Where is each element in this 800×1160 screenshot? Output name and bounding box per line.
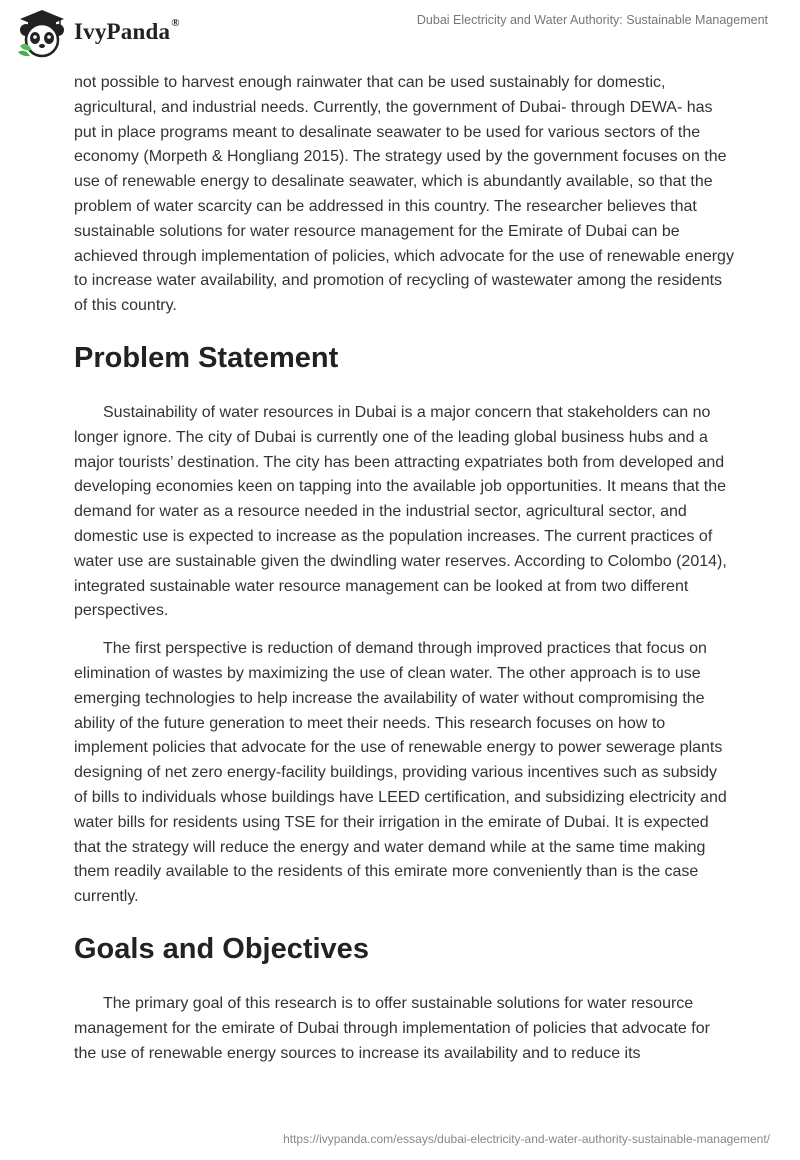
heading-problem-statement: Problem Statement	[74, 341, 339, 374]
paragraph-problem-1: Sustainability of water resources in Dubai is a major concern that stakeholders can no longer ignore. The city of Dubai is currently one of the leading global business hubs and a major tourists’ destination. The city has been attracting expatriates both from developed and developing economies keen on tapping into the available job opportunities. It means that the demand for water as a resource needed in the industrial sector, agricultural sector, and domestic use is expected to increase as the population increases. The current practices of water use are sustainable given the dwindling water reserves. According to Colombo (2014), integrated sustainable water resource management can be looked at from two different perspectives.	[74, 403, 727, 620]
paragraph-problem-2: The first perspective is reduction of demand through improved practices that focus on elimination of wastes by maximizing the use of clean water. The other approach is to use emerging technologies to help increase the availability of water without compromising the ability of the future generation to meet their needs. This research focuses on how to implement policies that advocate for the use of renewable energy to power sewerage plants designing of net zero energy-facility buildings, providing various incentives such as subsidy of bills to individuals whose buildings have LEED certification, and subsidizing electricity and water bills for residents using TSE for their irrigation in the emirate of Dubai. It is expected that the strategy will reduce the energy and water demand while at the same time making them readily available to the residents of this emirate more conveniently than is the case currently.	[74, 640, 727, 906]
source-url[interactable]: https://ivypanda.com/essays/dubai-electricity-and-water-authority-sustainable-management/	[283, 1132, 770, 1146]
brand-name: IvyPanda®	[74, 17, 180, 44]
paragraph-goals-1: The primary goal of this research is to offer sustainable solutions for water resource management for the emirate of Dubai through implementation of policies that advocate for the use of renewable energy sources to increase its availability and to reduce its	[74, 994, 710, 1062]
paragraph-intro-continuation: not possible to harvest enough rainwater that can be used sustainably for domestic, agricultural, and industrial needs. Currently, the government of Dubai- through DEWA- has put in place programs meant to desalinate seawater to be used for various sectors of the economy (Morpeth & Hongliang 2015). The strategy used by the government focuses on the use of renewable energy to desalinate seawater, which is abundantly available, so that the problem of water scarcity can be addressed in this country. The researcher believes that sustainable solutions for water resource management for the Emirate of Dubai can be achieved through implementation of policies, which advocate for the use of renewable energy to increase water availability, and promotion of recycling of wastewater among the residents of this country.	[74, 74, 734, 315]
ivypanda-logo[interactable]	[14, 6, 180, 58]
registered-mark: ®	[171, 17, 180, 29]
panda-graduate-icon	[14, 6, 70, 58]
document-title: Dubai Electricity and Water Authority: Sustainable Management	[416, 13, 768, 27]
essay-content	[74, 71, 734, 1079]
heading-goals-objectives: Goals and Objectives	[74, 932, 369, 965]
page-header	[0, 0, 800, 70]
